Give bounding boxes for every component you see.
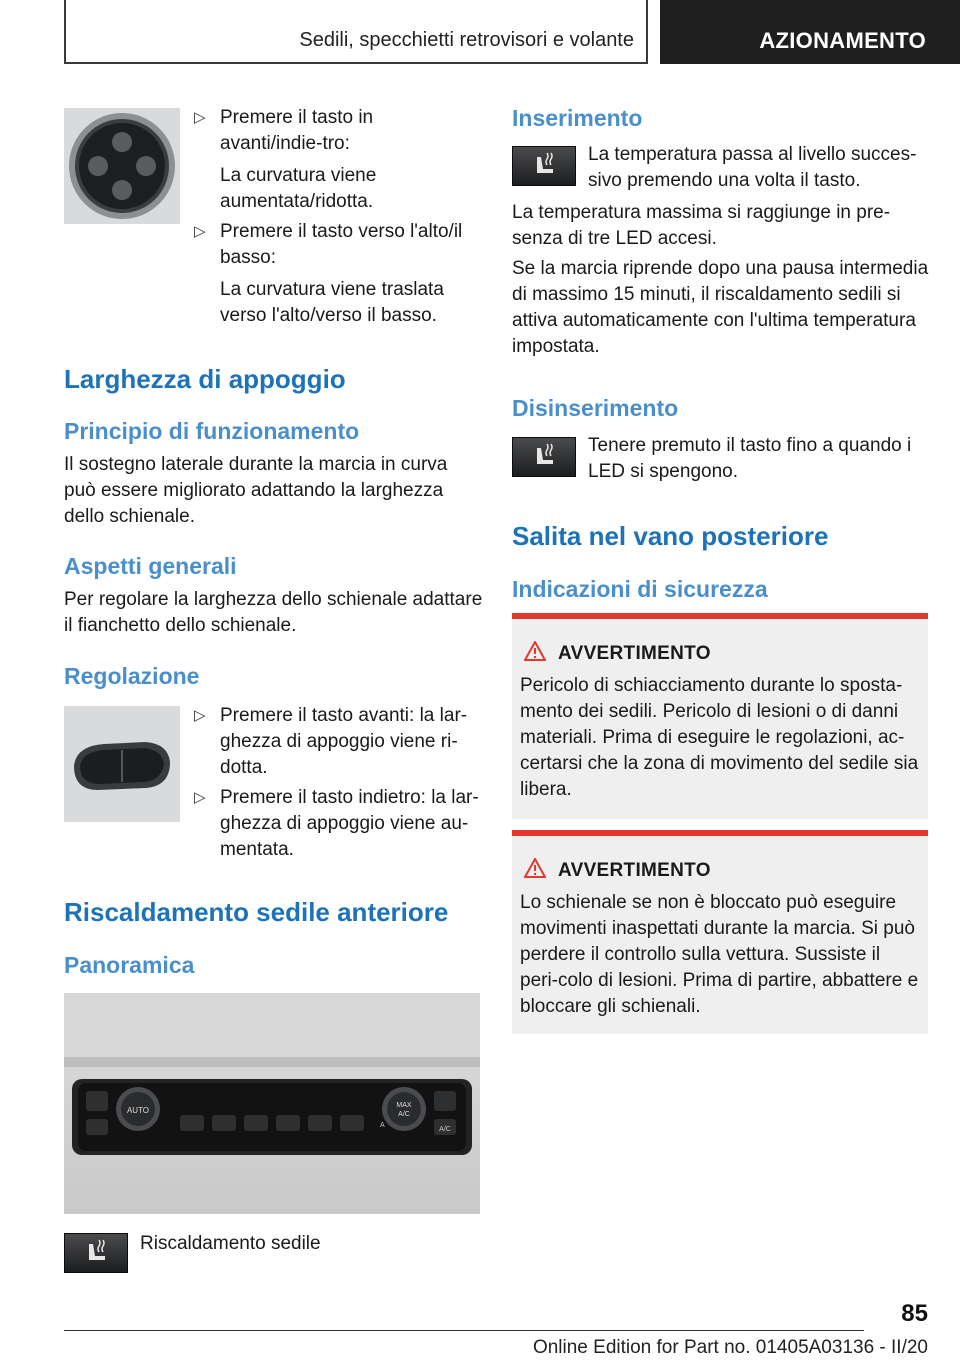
list-item	[194, 785, 480, 863]
warning-title: AVVERTIMENTO	[558, 643, 711, 664]
bullet-result: La curvatura viene aumentata/ridotta.	[220, 165, 377, 212]
list-item	[194, 219, 480, 329]
bullet-result: La curvatura viene traslata verso l'alto/verso il basso.	[220, 279, 444, 326]
adjust-heading: Regolazione	[64, 663, 200, 689]
warning-triangle-icon	[524, 641, 546, 661]
triangle-bullet-icon: ▷	[194, 789, 206, 806]
warning-triangle-icon	[524, 858, 546, 878]
list-item	[194, 105, 480, 215]
footer-divider	[64, 1330, 864, 1331]
on-icon-text: La temperatura passa al livello succes-sivo premendo una volta il tasto.	[588, 144, 917, 191]
general-heading: Aspetti generali	[64, 553, 237, 579]
bullet-text: Premere il tasto indietro: la lar-ghezza di appoggio viene au-mentata.	[220, 787, 479, 860]
warning-title: AVVERTIMENTO	[558, 860, 711, 881]
off-heading: Disinserimento	[512, 395, 679, 421]
edition-text: Online Edition for Part no. 01405A03136 - II/20	[532, 1337, 928, 1358]
header-section-title: Sedili, specchietti retrovisori e volante	[299, 29, 634, 51]
principle-heading: Principio di funzionamento	[64, 418, 360, 444]
seat-heating-icon	[512, 437, 576, 477]
overview-heading: Panoramica	[64, 952, 195, 978]
on-heading: Inserimento	[512, 105, 643, 131]
header-chapter-title: AZIONAMENTO	[759, 28, 926, 53]
bullet-text: Premere il tasto in avanti/indie-tro:	[220, 107, 374, 154]
width-heading: Larghezza di appoggio	[64, 364, 346, 394]
on-text-2: Se la marcia riprende dopo una pausa intermedia di massimo 15 minuti, il riscaldamento sedili si attiva automaticamente con l'ultima temperatura impostata.	[512, 258, 929, 357]
triangle-bullet-icon: ▷	[194, 109, 206, 126]
general-text: Per regolare la larghezza dello schienale adattare il fianchetto dello schienale.	[64, 589, 483, 636]
svg-text:A: A	[380, 1122, 385, 1129]
bullet-text: Premere il tasto verso l'alto/il basso:	[220, 221, 463, 268]
on-text-1: La temperatura massima si raggiunge in pre-senza di tre LED accesi.	[512, 202, 891, 249]
svg-text:MAX: MAX	[396, 1102, 412, 1109]
warning-box	[512, 836, 928, 1034]
side-bolster-switch-image	[64, 706, 180, 822]
safety-heading: Indicazioni di sicurezza	[512, 576, 768, 602]
principle-text: Il sostegno laterale durante la marcia in curva può essere migliorato adattando la larghezza dello schienale.	[64, 454, 448, 527]
list-item	[194, 703, 480, 781]
svg-text:AUTO: AUTO	[126, 1106, 150, 1115]
off-icon-text: Tenere premuto il tasto fino a quando i LED si spengono.	[588, 435, 912, 482]
heating-heading: Riscaldamento sedile anteriore	[64, 897, 449, 927]
climate-panel-image	[64, 993, 480, 1214]
bullet-text: Premere il tasto avanti: la lar-ghezza di appoggio viene ri-dotta.	[220, 705, 468, 778]
header-section-box	[64, 0, 648, 64]
svg-text:A/C: A/C	[398, 1111, 410, 1118]
warning-text: Lo schienale se non è bloccato può eseguire movimenti inaspettati durante la marcia. Si può perdere il controllo sulla vettura. Sussiste il peri-colo di lesioni. Prima di partire, abbattere e bloccare gli schienali.	[520, 892, 919, 1017]
warning-box	[512, 619, 928, 819]
header-chapter-tab	[660, 0, 960, 64]
seat-heating-icon	[512, 146, 576, 186]
seat-heating-caption: Riscaldamento sedile	[140, 1233, 321, 1254]
triangle-bullet-icon: ▷	[194, 223, 206, 240]
warning-text: Pericolo di schiacciamento durante lo sposta-mento dei sedili. Pericolo di lesioni o di danni materiali. Prima di eseguire le regolazioni, ac-certarsi che la zona di movimento del sedile sia libera.	[520, 675, 919, 800]
rear-heading: Salita nel vano posteriore	[512, 521, 829, 551]
seat-heating-icon	[64, 1233, 128, 1273]
triangle-bullet-icon: ▷	[194, 707, 206, 724]
svg-text:A/C: A/C	[439, 1126, 451, 1133]
page-number: 85	[901, 1300, 928, 1327]
lumbar-switch-image	[64, 108, 180, 224]
